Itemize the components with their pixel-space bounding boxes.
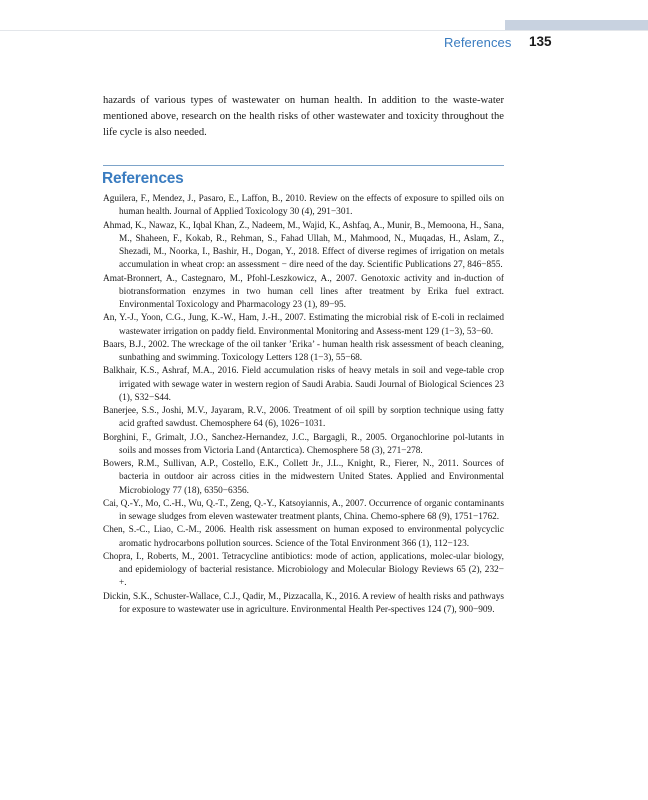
reference-item: Banerjee, S.S., Joshi, M.V., Jayaram, R.V., 2006. Treatment of oil spill by sorption technique using fatty acid grafted sawdust. Chemosphere 64 (6), 1026−1031.: [103, 406, 504, 430]
reference-item: Amat-Bronnert, A., Castegnaro, M., Pfohl-Leszkowicz, A., 2007. Genotoxic activity and in-duction of biotransformation enzymes in two human cell lines after treatment by Erika fuel extract. Environmental Toxicology and Pharmacology 23 (1), 89−95.: [103, 273, 504, 310]
reference-item: Bowers, R.M., Sullivan, A.P., Costello, E.K., Collett Jr., J.L., Knight, R., Fierer, N., 2011. Sources of bacteria in outdoor air across cities in the midwestern United States. Applied and Environmental Microbiology 77 (18), 6350−6356.: [103, 459, 504, 496]
reference-item: Dickin, S.K., Schuster-Wallace, C.J., Qadir, M., Pizzacalla, K., 2016. A review of health risks and pathways for exposure to wastewater use in agriculture. Environmental Health Per-spectives 124 (7), 900−909.: [103, 591, 504, 615]
reference-item: Ahmad, K., Nawaz, K., Iqbal Khan, Z., Nadeem, M., Wajid, K., Ashfaq, A., Munir, B., Memoona, H., Sana, M., Shaheen, F., Kokab, R., Rehman, S., Fahad Ullah, M., Mahmood, N., Muqadas, H., Aslam, Z., Shezadi, M., Noorka, I., Bashir, H., Dogan, Y., 2018. Effect of diverse regimes of irrigation on metals accumulation in wheat crop: an assessment − dire need of the day. Scientific Publications 27, 846−855.: [103, 220, 504, 271]
header-rule: [0, 30, 648, 31]
reference-item: Borghini, F., Grimalt, J.O., Sanchez-Hernandez, J.C., Bargagli, R., 2005. Organochlorine pol-lutants in soils and mosses from Victoria Land (Antarctica). Chemosphere 58 (3), 271−278.: [103, 432, 504, 456]
reference-item: An, Y.-J., Yoon, C.G., Jung, K.-W., Ham, J.-H., 2007. Estimating the microbial risk of E-coli in reclaimed wastewater irrigation on paddy field. Environmental Monitoring and Assess-ment 129 (1−3), 53−60.: [103, 313, 504, 337]
reference-item: Baars, B.J., 2002. The wreckage of the oil tanker ’Erika’ - human health risk assessment of beach cleaning, sunbathing and swimming. Toxicology Letters 128 (1−3), 55−68.: [103, 339, 504, 363]
header-accent-bar: [505, 20, 648, 30]
running-head: References: [444, 35, 512, 50]
reference-item: Chen, S.-C., Liao, C.-M., 2006. Health risk assessment on human exposed to environmental polycyclic aromatic hydrocarbons pollution sources. Science of the Total Environment 366 (1), 112−123.: [103, 525, 504, 549]
reference-list: [103, 193, 504, 617]
reference-item: Chopra, I., Roberts, M., 2001. Tetracycline antibiotics: mode of action, applications, molec-ular biology, and epidemiology of bacterial resistance. Microbiology and Molecular Biology Reviews 65 (2), 232−+.: [103, 551, 504, 589]
reference-item: Aguilera, F., Mendez, J., Pasaro, E., Laffon, B., 2010. Review on the effects of exposure to spilled oils on human health. Journal of Applied Toxicology 30 (4), 291−301.: [103, 194, 504, 218]
section-title: References: [102, 170, 184, 187]
section-divider: [103, 165, 504, 166]
intro-paragraph: hazards of various types of wastewater on human health. In addition to the waste-water mentioned above, research on the health risks of other wastewater and toxicity throughout the life cycle is also needed.: [103, 95, 504, 138]
reference-item: Cai, Q.-Y., Mo, C.-H., Wu, Q.-T., Zeng, Q.-Y., Katsoyiannis, A., 2007. Occurrence of organic contaminants in sewage sludges from eleven wastewater treatment plants, China. Chemo-sphere 68 (9), 1751−1762.: [103, 498, 504, 522]
page-number: 135: [529, 34, 552, 49]
reference-item: Balkhair, K.S., Ashraf, M.A., 2016. Field accumulation risks of heavy metals in soil and vege-table crop irrigated with sewage water in western region of Saudi Arabia. Saudi Journal of Biological Sciences 23 (1), S32−S44.: [103, 366, 504, 403]
